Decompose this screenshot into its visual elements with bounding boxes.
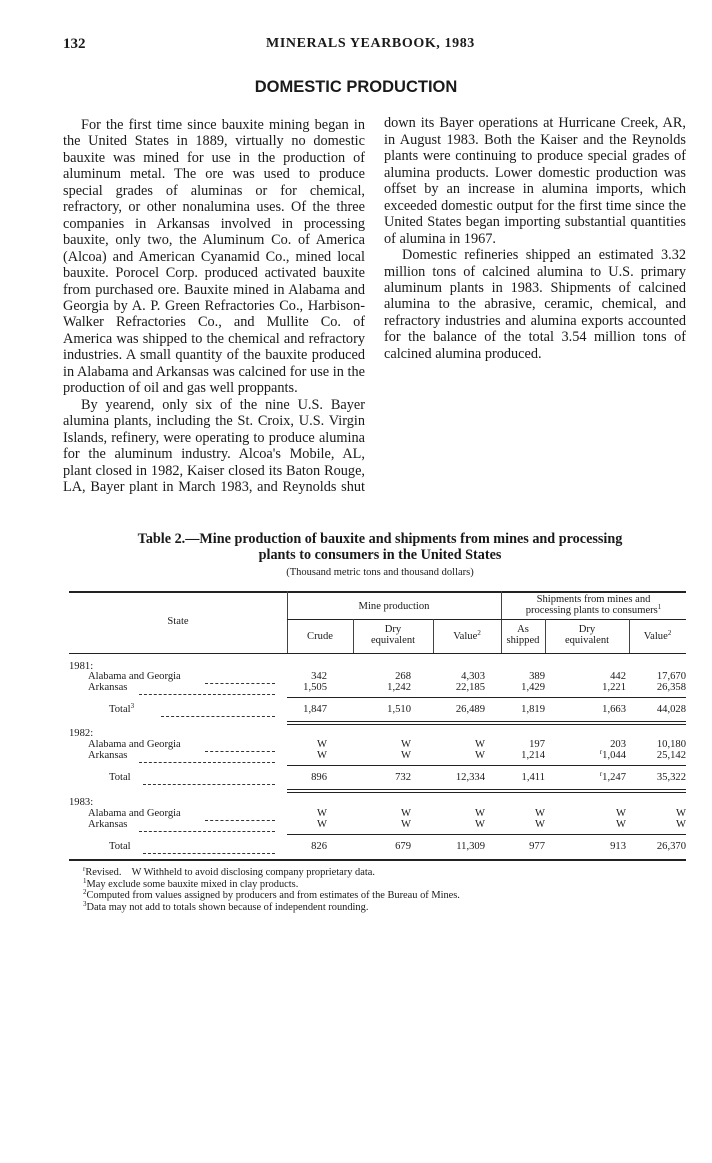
footnote: [83, 867, 460, 879]
cell-value: 26,489: [455, 704, 485, 715]
text-column-right: [384, 117, 686, 487]
leader-dots: [205, 820, 275, 821]
leader-dots: [139, 762, 275, 763]
cell-crude: W: [317, 739, 327, 750]
cell-as-shipped: 1,411: [521, 772, 545, 783]
cell-value: 22,185: [455, 682, 485, 693]
revised-mark: r: [599, 748, 603, 756]
footnote-text: Data may not add to totals shown because of independent rounding.: [86, 901, 369, 913]
leader-dots: [205, 683, 275, 684]
total-text: Total: [109, 704, 131, 715]
cell-value2: W: [676, 819, 686, 830]
table-title-line: Table 2.—Mine production of bauxite and shipments from mines and processing: [137, 531, 623, 547]
running-title: MINERALS YEARBOOK, 1983: [266, 36, 475, 51]
cell-dry: 732: [395, 772, 411, 783]
cell-as-shipped: 197: [529, 739, 545, 750]
cell-dry2: 1,663: [602, 704, 626, 715]
header-dry-line: Dry: [384, 624, 402, 635]
cell-dry2: 203: [610, 739, 626, 750]
total-rule: [287, 789, 686, 790]
cell-value: 11,309: [456, 841, 485, 852]
cell-dry: 268: [395, 671, 411, 682]
cell-value2: 26,370: [656, 841, 686, 852]
cell-dry2: W: [616, 819, 626, 830]
cell-as-shipped: 977: [529, 841, 545, 852]
header-dry-line: equivalent: [370, 635, 416, 646]
footnote-mark: 3: [83, 899, 87, 908]
header-as-line: shipped: [506, 635, 540, 646]
cell-dry: W: [401, 750, 411, 761]
footnote: [83, 876, 460, 891]
header-value-text: Value: [453, 631, 478, 642]
row-label-total: Total: [109, 772, 131, 783]
row-label-total: [109, 702, 135, 716]
paragraph: down its Bayer operations at Hurricane Creek, AR, in August 1983. Both the Kaiser and the Reynolds plants were continuing to produce special grades of alumina products. Lower domestic production was offset by an increase in alumina imports, which exceeded domestic output for the first time since the United States began importing substantial quantities of alumina in 1967.: [384, 117, 686, 247]
revised-mark: r: [599, 770, 603, 778]
table-title: [60, 531, 700, 563]
header-crude: Crude: [307, 631, 333, 642]
text-flow: [63, 117, 365, 497]
cell-dry2: [599, 748, 626, 762]
leader-dots: [143, 784, 275, 785]
footnote: [83, 899, 460, 914]
footnote: [83, 890, 460, 902]
paragraph: By yearend, only six of the nine U.S. Bayer alumina plants, including the St. Croix, U.S. Virgin Islands, refinery, were operating to produce alumina for the aluminum industry. Alcoa's Mobile, AL, plant closed in 1982, Kaiser closed its Baton Rouge, LA, Bayer plant in March 1983, and Reynolds shut: [63, 396, 365, 495]
cell-value: W: [475, 808, 485, 819]
cell-as-shipped: 1,214: [521, 750, 545, 761]
leader-dots: [161, 716, 275, 717]
year-label: 1981:: [69, 661, 94, 672]
cell-crude: W: [317, 808, 327, 819]
cell-crude: 826: [311, 841, 327, 852]
cell-crude: W: [317, 750, 327, 761]
total-rule: [287, 721, 686, 722]
header-bottom-rule: [69, 653, 686, 654]
year-label: 1982:: [69, 728, 94, 739]
footnote-mark: r: [83, 865, 86, 873]
leader-dots: [143, 853, 275, 854]
footnote-ref: 2: [667, 629, 672, 637]
cell-value: W: [475, 819, 485, 830]
header-as-line: As: [517, 624, 529, 635]
row-label: Alabama and Georgia: [88, 671, 181, 682]
cell-as-shipped: 389: [529, 671, 545, 682]
leader-dots: [139, 694, 275, 695]
row-label: Arkansas: [88, 819, 128, 830]
subtotal-rule: [287, 834, 686, 835]
cell-as-shipped: 1,819: [521, 704, 545, 715]
cell-as-shipped: W: [535, 819, 545, 830]
cell-dry: W: [401, 808, 411, 819]
footnote-ref: 1: [657, 603, 662, 611]
cell-value2: 10,180: [656, 739, 686, 750]
cell-crude: 342: [311, 671, 327, 682]
cell-value2: 26,358: [656, 682, 686, 693]
cell-dry: W: [401, 819, 411, 830]
footnote-ref: 2: [477, 629, 481, 637]
section-title: DOMESTIC PRODUCTION: [254, 78, 458, 96]
cell-dry2: 913: [610, 841, 626, 852]
header-shipments-line: Shipments from mines and: [536, 594, 651, 605]
footnote-mark: 2: [83, 888, 87, 897]
table-top-rule: [69, 591, 686, 593]
cell-value2: 25,142: [656, 750, 686, 761]
header-dry2-line: Dry: [578, 624, 596, 635]
header-value: [433, 631, 501, 642]
cell-dry2: W: [616, 808, 626, 819]
cell-dry: W: [401, 739, 411, 750]
text-column-left: [63, 117, 365, 497]
cell-dry2-value: 1,247: [602, 772, 626, 783]
paragraph: Domestic refineries shipped an estimated 3.32 million tons of calcined alumina to U.S. primary aluminum plants in 1983. Shipments of calcined alumina to the abrasive, ceramic, chemical, and refractory industries and alumina exports accounted for the balance of the total 3.54 million tons of calcined alumina produced.: [384, 247, 686, 362]
cell-value2: 35,322: [656, 772, 686, 783]
header-dry-equivalent-2: [545, 624, 629, 646]
page-number: 132: [63, 36, 86, 52]
header-as-shipped: [501, 624, 545, 646]
leader-dots: [139, 831, 275, 832]
table-title-line: plants to consumers in the United States: [258, 547, 502, 563]
paragraph: For the first time since bauxite mining began in the United States in 1889, virtually no domestic bauxite was mined for use in the production of aluminum metal. The ore was used to produce special grades of aluminas or for chemical, refractory, or other nonalumina uses. Of the three companies in Arkansas involved in processing bauxite, only two, the Aluminum Co. of America (Alcoa) and American Cyanamid Co., mined local bauxite. Porocel Corp. produced activated bauxite from purchased ore. Bauxite mined in Alabama and Georgia by A. P. Green Refractories Co., Harbison-Walker Refractories Co., and Mullite Co. of America was shipped to the chemical and refractory industries. A small quantity of the bauxite produced in Alabama and Arkansas was calcined for use in the production of oil and gas well proppants.: [63, 117, 365, 397]
total-rule: [287, 724, 686, 725]
cell-value: W: [475, 739, 485, 750]
total-rule: [287, 792, 686, 793]
cell-dry2: [599, 770, 626, 784]
footnote-ref: 3: [130, 702, 135, 710]
row-label: Arkansas: [88, 750, 128, 761]
header-value-2: [629, 631, 686, 642]
cell-as-shipped: W: [535, 808, 545, 819]
table-bottom-rule: [69, 859, 686, 861]
cell-value2: 17,670: [656, 671, 686, 682]
header-value2-text: Value: [643, 631, 668, 642]
cell-crude: W: [317, 819, 327, 830]
cell-crude: 1,847: [303, 704, 327, 715]
row-label: Alabama and Georgia: [88, 739, 181, 750]
year-label: 1983:: [69, 797, 94, 808]
header-dry-equivalent: [353, 624, 433, 646]
row-label: Alabama and Georgia: [88, 808, 181, 819]
cell-dry2: 1,221: [602, 682, 626, 693]
row-label: Arkansas: [88, 682, 128, 693]
header-mine-production: Mine production: [358, 601, 430, 612]
cell-dry: 679: [395, 841, 411, 852]
header-shipments-text: processing plants to consumers: [525, 605, 658, 616]
row-label-total: Total: [109, 841, 131, 852]
subtotal-rule: [287, 765, 686, 766]
footnotes: [83, 867, 460, 913]
subtotal-rule: [287, 697, 686, 698]
cell-dry: 1,510: [387, 704, 411, 715]
text-flow-continued: [384, 117, 686, 487]
cell-value2: 44,028: [656, 704, 686, 715]
cell-dry: 1,242: [387, 682, 411, 693]
cell-crude: 896: [311, 772, 327, 783]
header-state: State: [167, 616, 189, 627]
cell-value: W: [475, 750, 485, 761]
footnote-text: Computed from values assigned by producers and from estimates of the Bureau of Mines.: [86, 890, 460, 902]
leader-dots: [205, 751, 275, 752]
footnote-mark: 1: [83, 876, 87, 885]
header-mid-rule: [287, 619, 686, 620]
cell-crude: 1,505: [303, 682, 327, 693]
footnote-text: Revised. W Withheld to avoid disclosing company proprietary data.: [85, 867, 375, 878]
cell-dry2: 442: [610, 671, 626, 682]
cell-value: 12,334: [455, 772, 485, 783]
cell-as-shipped: 1,429: [521, 682, 545, 693]
cell-value2: W: [676, 808, 686, 819]
cell-value: 4,303: [461, 671, 485, 682]
footnote-text: May exclude some bauxite mixed in clay products.: [86, 878, 299, 890]
table-subtitle: (Thousand metric tons and thousand dollars): [286, 567, 474, 578]
header-dry2-line: equivalent: [564, 635, 610, 646]
header-shipments-line: [501, 605, 686, 616]
cell-dry2-value: 1,044: [602, 750, 626, 761]
header-shipments: [501, 594, 686, 616]
